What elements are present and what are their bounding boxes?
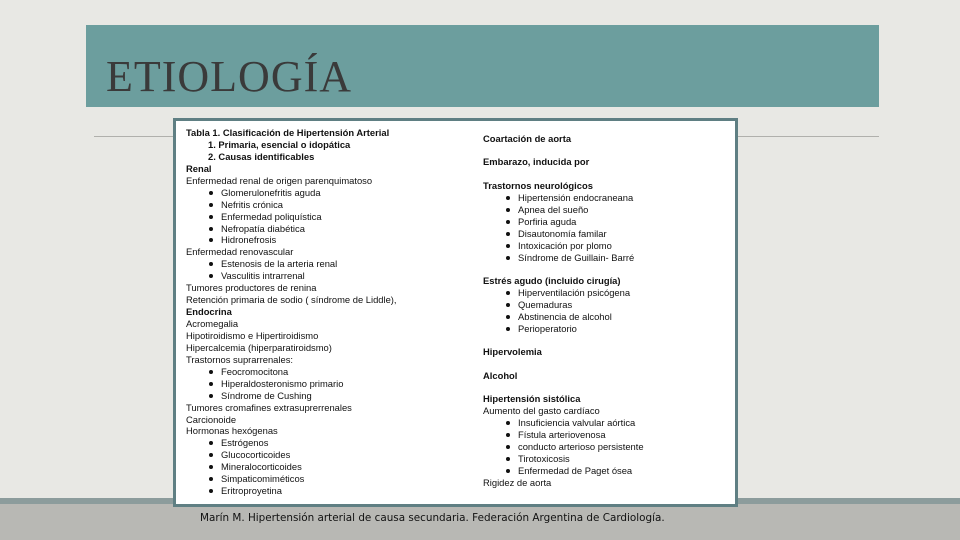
classification-table-image [173,118,738,507]
table-heading: Embarazo, inducida por [483,156,590,168]
table-heading: Hipertensión sistólica [483,393,581,404]
table-heading: Coartación de aorta [483,133,572,144]
table-line: Hipotiroidismo e Hipertiroidismo [186,329,319,341]
table-heading: Endocrina [186,306,232,318]
table-line: Acromegalia [186,318,239,329]
table-line: Aumento del gasto cardíaco [483,404,600,416]
divider-right [736,136,879,137]
table-line: Retención primaria de sodio ( síndrome de Liddle), [186,294,397,306]
table-bullet-item: Nefropatía diabética [186,223,476,235]
table-line: Hipercalcemia (hiperparatiroidsmo) [186,341,332,353]
table-bullet-item: Porfiria aguda [483,216,733,228]
table-bullet-item: Perioperatorio [483,323,733,335]
table-bullet-item: Hipertensión endocraneana [483,192,733,204]
table-line: Rigidez de aorta [483,476,552,488]
table-heading: Estrés agudo (incluido cirugía) [483,274,621,286]
table-bullet-item: Enfermedad de Paget ósea [483,465,733,477]
table-line: Carcionoide [186,413,237,425]
table-bullet-item: Enfermedad poliquística [186,211,476,223]
table-bullet-item: Abstinencia de alcohol [483,311,733,323]
table-bullet-item: Hiperaldosteronismo primario [186,378,476,390]
spacer [483,335,733,347]
table-heading: 2. Causas identificables [208,150,315,162]
table-bullet-item: Disautonomía familar [483,228,733,240]
table-heading: 1. Primaria, esencial o idopática [208,138,351,150]
table-bullet-item: Nefritis crónica [186,199,476,211]
table-line: Enfermedad renal de origen parenquimatoso [186,174,373,186]
spacer [483,168,733,180]
spacer [483,382,733,394]
table-heading: Renal [186,162,212,174]
table-line: Trastornos suprarrenales: [186,353,293,365]
table-heading: Tabla 1. Clasificación de Hipertensión Arterial [186,127,390,138]
table-bullet-item: Vasculitis intrarrenal [186,270,476,282]
spacer [483,263,733,275]
spacer [483,358,733,370]
table-heading: Trastornos neurológicos [483,179,593,191]
table-bullet-item: Síndrome de Guillain- Barré [483,252,733,264]
table-bullet-item: Apnea del sueño [483,204,733,216]
table-line: Hormonas hexógenas [186,425,278,437]
table-bullet-item: Insuficiencia valvular aórtica [483,417,733,429]
table-right-column [483,127,733,489]
table-bullet-item: conducto arterioso persistente [483,441,733,453]
source-caption: Marín M. Hipertensión arterial de causa secundaria. Federación Argentina de Cardiología. [200,512,665,524]
table-heading: Hipervolemia [483,346,542,358]
divider-left [94,136,174,137]
table-bullet-item: Quemaduras [483,299,733,311]
spacer [483,145,733,157]
table-bullet-item: Intoxicación por plomo [483,240,733,252]
table-bullet-item: Hidronefrosis [186,234,476,246]
table-bullet-item: Mineralocorticoides [186,461,476,473]
table-bullet-item: Eritroproyetina [186,485,476,497]
table-bullet-item: Glomerulonefritis aguda [186,187,476,199]
table-bullet-item: Feocromocitona [186,366,476,378]
table-line: Tumores cromafines extrasuprerrenales [186,401,352,413]
table-bullet-item: Estenosis de la arteria renal [186,258,476,270]
table-heading: Alcohol [483,369,518,381]
slide-title: ETIOLOGÍA [106,52,353,101]
table-line: Enfermedad renovascular [186,246,294,258]
table-bullet-item: Hiperventilación psicógena [483,287,733,299]
table-bullet-item: Tirotoxicosis [483,453,733,465]
table-bullet-item: Fístula arteriovenosa [483,429,733,441]
table-bullet-item: Glucocorticoides [186,449,476,461]
table-bullet-item: Simpaticomiméticos [186,473,476,485]
table-bullet-item: Estrógenos [186,437,476,449]
table-left-column [186,127,476,497]
table-line: Tumores productores de renina [186,282,317,294]
table-bullet-item: Síndrome de Cushing [186,390,476,402]
